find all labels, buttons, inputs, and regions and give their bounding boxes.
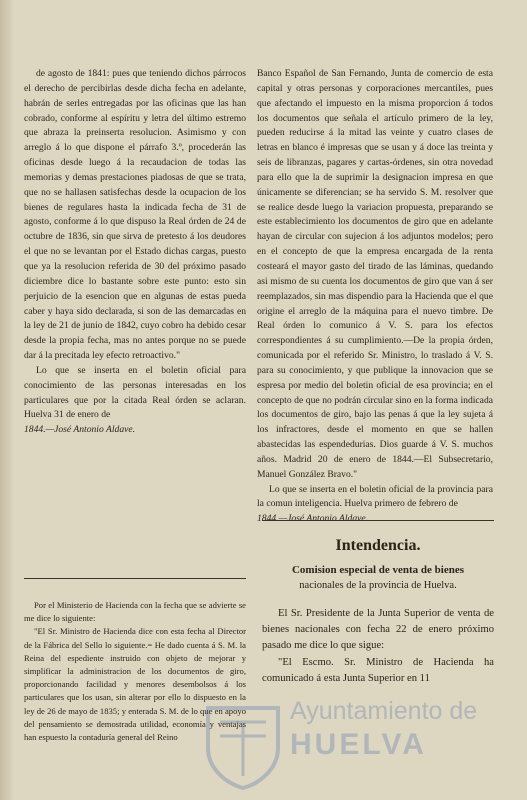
right-signature: 1844.—José Antonio Aldave. [257,513,369,525]
right-separator-rule [262,520,494,521]
section-subheading-2: nacionales de la provincia de Huelva. [299,580,457,591]
intendencia-paragraph-2: "El Escmo. Sr. Ministro de Hacienda ha comunicado á esta Junta Superior en 11 [262,656,494,684]
left-separator-rule [24,578,246,579]
archive-watermark [198,698,518,793]
left-column-top [24,67,246,438]
section-subheading: Comision especial de venta de bienes [291,564,465,576]
page-edge-shadow [0,0,14,800]
ministerio-intro: Por el Ministerio de Hacienda con la fecha que se advierte se me dice lo siguiente: [24,600,246,624]
right-column-bottom [262,532,494,687]
right-paragraph-2: Lo que se inserta en el boletin oficial de la provincia para la comun inteligencia. Huelva primero de febrero de [257,483,493,510]
intendencia-paragraph-1: El Sr. Presidente de la Junta Superior de venta de bienes nacionales con fecha 22 de enero próximo pasado me dice lo que sigue: [262,608,494,652]
section-heading: Intendencia. [335,537,421,554]
left-paragraph-2: Lo que se inserta en el boletin oficial para conocimiento de las personas interesadas en los particulares que por la citada Real órden se aclaran. Huelva 31 de enero de [24,364,246,421]
left-paragraph-1: de agosto de 1841: pues que teniendo dichos párrocos el derecho de percibirlas desde dicha fecha en adelante, habrán de serles entregadas por las oficinas que las han cobrado, conforme al espíritu y letra del último estremo que abraza la preinserta resolucion. Asimismo y con arreglo á lo que dispone el párrafo 3.º, procederán las oficinas desde luego á la recaudacion de todas las memorias y demas prestaciones piadosas de que se trata, que no se hallasen satisfechas desde la ocupacion de los bienes de regulares hasta la indicada fecha de 31 de agosto, conforme á lo que dispuso la Real órden de 24 de octubre de 1836, sin que sirva de pretesto á los deudores el que no se levantan por el Estado dichas cargas, puesto que ya la resolucion referida de 30 del próximo pasado diciembre dice lo bastante sobre este punto: esto sin perjuicio de la esencion que en algunas de estas pueda caber y haya sido declarada, si son de las demarcadas en la ley de 21 de junio de 1842, cuyo cobro ha debido cesar desde la propia fecha, mas no antes porque no se puede dar á la precitada ley efecto retroactivo." [24,68,246,362]
right-column-top [257,67,493,527]
right-paragraph-1: Banco Español de San Fernando, Junta de comercio de esta capital y otras personas y corporaciones mercantiles, pues que afectando el impuesto en la misma proporcion á todos los documentos que señala el artículo primero de la ley, pueden reducirse á la mitad las veinte y cuatro clases de letras en blanco é impresas que se usan y á doce las treinta y seis de libranzas, pagares y cartas-órdenes, sin otra novedad para ello que la de suprimir la designacion impresa en que únicamente se diferencian; se ha servido S. M. resolver que se realice desde luego la variacion propuesta, preparando se este establecimiento los documentos de giro que en adelante hayan de circular con sujecion á los adjuntos modelos; pero en el concepto de que la empresa encargada de la renta costeará el mayor gasto del tirado de las láminas, quedando asi mismo de su cuenta los documentos de giro que van á ser reemplazados, sin mas dispendio para la Hacienda que el que origine el arreglo de la máquina para el nuevo timbre. De Real órden lo comunico á V. S. para los efectos correspondientes á su cumplimiento.—De la propia órden, comunicada por el referido Sr. Ministro, lo traslado á V. S. para su conocimiento, y que publique la innovacion que se espresa por medio del boletin oficial de esa provincia; en el concepto de que no podrán circular sino en la forma indicada los documentos de giro, bajo las penas á que la ley sujeta á los infractores, desde el momento en que se hallen abastecidas las espendedurias. Dios guarde á V. S. muchos años. Madrid 20 de enero de 1844.—El Subsecretario, Manuel González Bravo." [257,68,493,480]
ministerio-body: "El Sr. Ministro de Hacienda dice con esta fecha al Director de la Fábrica del Sello lo siguiente.= He dado cuenta á S. M. la Reina del espediente instruido con objeto de mejorar y simplificar la administracion de los documentos de giro, proporcionando facilidad y menores desembolsos á los particulares que los usan, sin alterar por ello lo dispuesto en la ley de 26 de mayo de 1835; y enterada S. M. de lo que en apoyo del pensamiento se demostrada utilidad, economía y ventajas han espuesto la contaduría general del Reino [24,626,246,743]
left-column-bottom [24,599,246,744]
left-signature: 1844.—José Antonio Aldave. [24,424,136,436]
watermark-line-1: Ayuntamiento de [290,697,478,725]
watermark-line-2: HUELVA [290,728,427,761]
